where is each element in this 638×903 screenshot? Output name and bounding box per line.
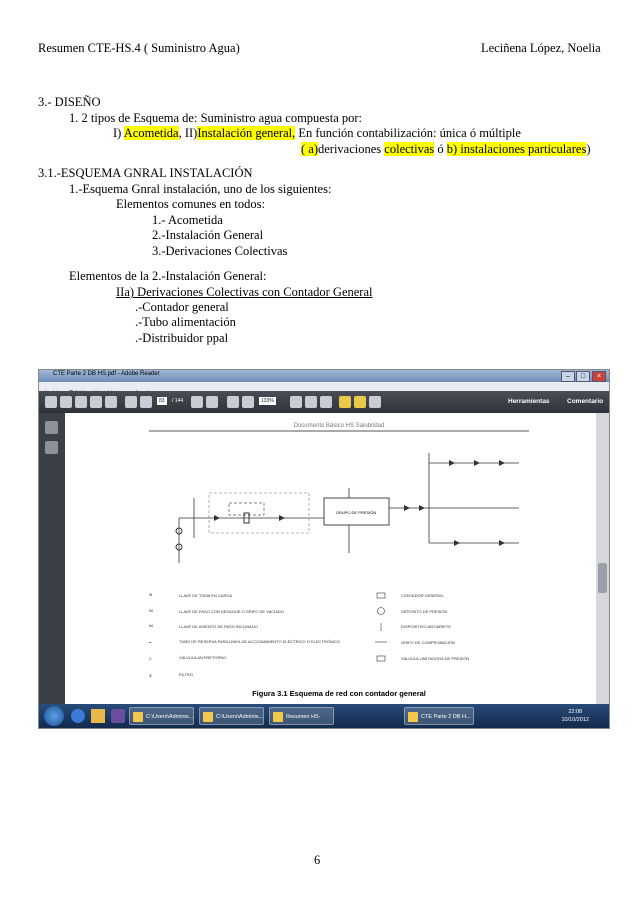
close-icon[interactable]: ×: [592, 371, 606, 382]
legend-left-item: TUBO DE RESERVA PARA LÍNEA DE ACCIONAMIENTO ELÉCTRICO O ELECTRÓNICO: [179, 639, 340, 644]
embedded-screenshot: [38, 369, 610, 738]
legend-left-item: VÁLVULA ANTIRETORNO: [179, 655, 227, 660]
start-button[interactable]: [44, 706, 64, 726]
menu-bar: [39, 382, 609, 391]
navigation-pane: [39, 413, 65, 704]
select-icon[interactable]: [191, 396, 203, 408]
section-3-title: 3.- DISEÑO: [38, 95, 101, 109]
highlight-acometida: Acometida: [123, 126, 179, 140]
comment-button[interactable]: Comentario: [567, 398, 604, 405]
window-titlebar: [39, 370, 609, 382]
svg-text:▷: ▷: [149, 657, 152, 661]
zoom-in-icon[interactable]: [242, 396, 254, 408]
highlight-instalaciones-particulares: b) instalaciones particulares: [446, 142, 587, 156]
pdf-page: [119, 413, 559, 704]
tools-button[interactable]: Herramientas: [508, 398, 550, 405]
header-right: Leciñena López, Noelia: [481, 41, 601, 55]
page-total: / 144: [172, 398, 184, 404]
common-item: 1.- Acometida: [152, 213, 223, 227]
counter-chamber: [209, 493, 309, 533]
system-clock[interactable]: [561, 708, 589, 724]
svg-text:⋈: ⋈: [149, 624, 153, 628]
email-icon[interactable]: [105, 396, 117, 408]
section-3-line-3: [301, 142, 590, 157]
install-elements-heading: Elementos de la 2.-Instalación General:: [69, 269, 267, 283]
sub-item: .-Contador general: [135, 300, 229, 314]
pages-icon[interactable]: [45, 421, 58, 434]
taskbar-item[interactable]: Resumen HS-4.do...: [269, 707, 334, 725]
print-icon[interactable]: [90, 396, 102, 408]
svg-text:⊗: ⊗: [149, 593, 153, 597]
zoom-select[interactable]: 133%: [261, 398, 274, 404]
text-fragment: I): [113, 126, 124, 140]
read-mode-icon[interactable]: [320, 396, 332, 408]
page-number: 6: [314, 853, 321, 867]
common-item: 3.-Derivaciones Colectivas: [152, 244, 288, 258]
common-item: 2.-Instalación General: [152, 228, 264, 242]
fit-width-icon[interactable]: [305, 396, 317, 408]
svg-text:━: ━: [149, 641, 152, 645]
window-title: CTE Parte 2 DB HS.pdf - Adobe Reader: [53, 371, 160, 377]
scrollbar-thumb[interactable]: [598, 563, 607, 593]
page-up-icon[interactable]: [125, 396, 137, 408]
minimize-icon[interactable]: –: [561, 371, 575, 382]
sign-icon[interactable]: [369, 396, 381, 408]
text-fragment: ): [586, 142, 591, 156]
vertical-scrollbar[interactable]: [596, 413, 609, 704]
text-fragment: En función contabilización: única ó múltiple: [295, 126, 521, 140]
legend-right-item: GRIFO DE COMPROBACIÓN: [401, 640, 455, 645]
taskbar-item[interactable]: C:\Users\Adminis...: [129, 707, 194, 725]
tank-symbol: [378, 608, 385, 615]
schematic-diagram: [119, 413, 559, 704]
open-icon[interactable]: [45, 396, 57, 408]
highlight-tool-icon[interactable]: [354, 396, 366, 408]
legend-left-item: LLAVE DE TOMA EN CARGA: [179, 593, 233, 598]
taskbar-item[interactable]: CTE Parte 2 DB H...: [404, 707, 474, 725]
doc-header: Documento Básico HS Salubridad: [293, 423, 385, 429]
attachments-icon[interactable]: [45, 441, 58, 454]
svg-text:⊻: ⊻: [149, 674, 152, 678]
text-fragment: derivaciones: [318, 142, 385, 156]
save-icon[interactable]: [75, 396, 87, 408]
legend-left-item: LLAVE DE PASO CON DESAGUE O GRIFO DE VACIADO: [179, 609, 284, 614]
fit-page-icon[interactable]: [290, 396, 302, 408]
windows-taskbar: [39, 704, 609, 738]
section-3-line-2: [113, 126, 521, 141]
legend-left-item: LLAVE DE ASIENTO DE PASO INCLINADO: [179, 624, 258, 629]
legend-left: [148, 593, 153, 678]
media-icon[interactable]: [111, 709, 125, 723]
limiter-symbol: [377, 656, 385, 661]
legend-left-item: FILTRO: [179, 672, 193, 677]
section-3-item-1: 1. 2 tipos de Esquema de: Suministro agua compuesta por:: [69, 111, 363, 125]
explorer-icon[interactable]: [91, 709, 105, 723]
highlight-colectivas: colectivas: [384, 142, 435, 156]
zoom-out-icon[interactable]: [227, 396, 239, 408]
counter-symbol: [377, 593, 385, 598]
svg-text:⋈: ⋈: [149, 609, 153, 613]
pressure-group-label: GRUPO DE PRESIÓN: [335, 510, 377, 515]
ie-icon[interactable]: [71, 709, 85, 723]
legend-right-item: VÁLVULA LIMITADORA DE PRESIÓN: [401, 656, 470, 661]
text-fragment: , II): [178, 126, 198, 140]
legend-right-item: DEPOSITO DE PRESIÓN: [401, 609, 448, 614]
legend-right-item: CONTADOR GENERAL: [401, 593, 444, 598]
hand-icon[interactable]: [206, 396, 218, 408]
sub-item: .-Distribuidor ppal: [135, 331, 229, 345]
maximize-icon[interactable]: □: [576, 371, 590, 382]
page-number-input[interactable]: 83: [159, 398, 165, 404]
taskbar-item[interactable]: C:\Users\Adminis...: [199, 707, 264, 725]
section-31-item-1: 1.-Esquema Gnral instalación, uno de los siguientes:: [69, 182, 332, 196]
legend-right-item: DISPOSITIVO ANTIARIETE: [401, 624, 452, 629]
derivaciones-subheading: IIa) Derivaciones Colectivas con Contador General: [116, 285, 373, 299]
sub-item: .-Tubo alimentación: [135, 315, 236, 329]
header-left: Resumen CTE-HS.4 ( Suministro Agua): [38, 41, 240, 55]
highlight-a: ( a): [301, 142, 318, 156]
page-down-icon[interactable]: [140, 396, 152, 408]
section-31-title: 3.1.-ESQUEMA GNRAL INSTALACIÓN: [38, 166, 253, 180]
legend: [148, 593, 153, 678]
comment-icon[interactable]: [339, 396, 351, 408]
create-icon[interactable]: [60, 396, 72, 408]
common-elements-heading: Elementos comunes en todos:: [116, 197, 265, 211]
clock-date: 10/10/2012: [561, 717, 589, 723]
figure-caption: Figura 3.1 Esquema de red con contador general: [252, 689, 426, 698]
text-fragment: ó: [434, 142, 447, 156]
clock-time: 22:08: [568, 709, 583, 715]
highlight-instalacion-general: Instalación general,: [197, 126, 296, 140]
toolbar: [39, 391, 609, 413]
